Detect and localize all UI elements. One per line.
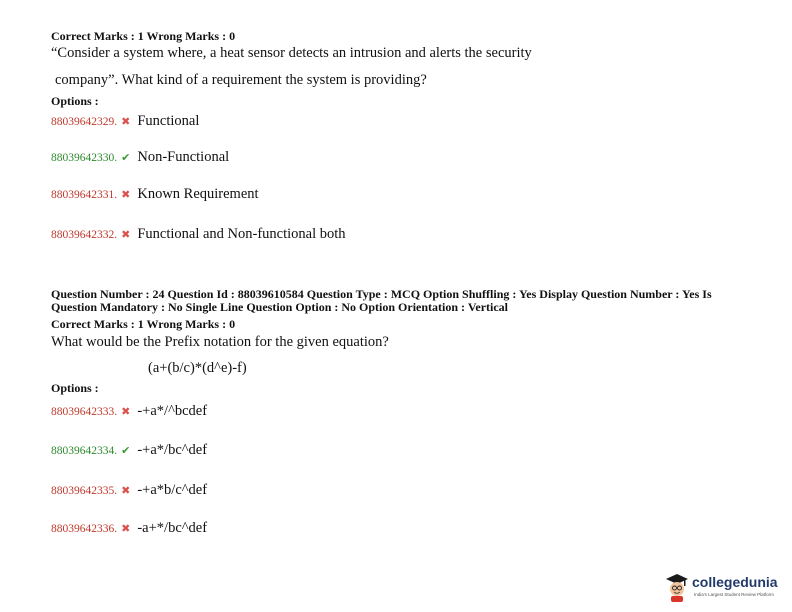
option-text: Known Requirement [137,186,259,202]
option-text: -+a*b/c^def [137,482,208,498]
q24-question: What would be the Prefix notation for the given equation? [51,334,389,350]
q23-option-2 [51,148,229,166]
q24-equation: (a+(b/c)*(d^e)-f) [148,360,247,376]
option-id: 88039642329. [51,116,118,128]
wrong-mark-icon: ✖ [121,406,131,418]
wrong-mark-icon: ✖ [121,189,131,201]
option-id: 88039642332. [51,229,118,241]
option-id: 88039642335. [51,485,118,497]
q24-option-3 [51,481,207,499]
option-id: 88039642336. [51,523,118,535]
option-id: 88039642334. [51,445,118,457]
q24-marks: Correct Marks : 1 Wrong Marks : 0 [51,317,236,331]
q24-option-1 [51,402,207,420]
option-id: 88039642333. [51,406,118,418]
option-id: 88039642330. [51,152,118,164]
option-text: Functional and Non-functional both [137,226,346,242]
q23-question-line2: company”. What kind of a requirement the system is providing? [55,72,427,88]
q24-meta-line1: Question Number : 24 Question Id : 88039610584 Question Type : MCQ Option Shuffling : Yes Display Question Number : Yes Is [51,287,712,301]
option-text: -+a*/bc^def [137,442,208,458]
graduate-mascot-icon [664,572,690,602]
wrong-mark-icon: ✖ [121,116,131,128]
q23-marks: Correct Marks : 1 Wrong Marks : 0 [51,29,236,43]
option-text: -+a*/^bcdef [137,403,208,419]
check-mark-icon: ✔ [121,445,131,457]
q23-options-label: Options : [51,94,99,108]
q23-question-line1: “Consider a system where, a heat sensor detects an intrusion and alerts the security [51,45,532,61]
q23-option-1 [51,112,199,130]
q24-meta-line2: Question Mandatory : No Single Line Question Option : No Option Orientation : Vertical [51,300,509,314]
wrong-mark-icon: ✖ [121,485,131,497]
q24-option-4 [51,519,207,537]
wrong-mark-icon: ✖ [121,229,131,241]
option-id: 88039642331. [51,189,118,201]
wrong-mark-icon: ✖ [121,523,131,535]
option-text: Functional [137,113,200,129]
option-text: Non-Functional [137,149,230,165]
option-text: -a+*/bc^def [137,520,208,536]
check-mark-icon: ✔ [121,152,131,164]
q23-option-3 [51,185,259,203]
q23-option-4 [51,225,346,243]
q24-options-label: Options : [51,381,99,395]
q24-option-2 [51,441,207,459]
collegedunia-logo [664,572,786,604]
logo-name: collegedunia [692,574,778,590]
logo-tagline: India's Largest Student Review Platform [694,592,774,597]
